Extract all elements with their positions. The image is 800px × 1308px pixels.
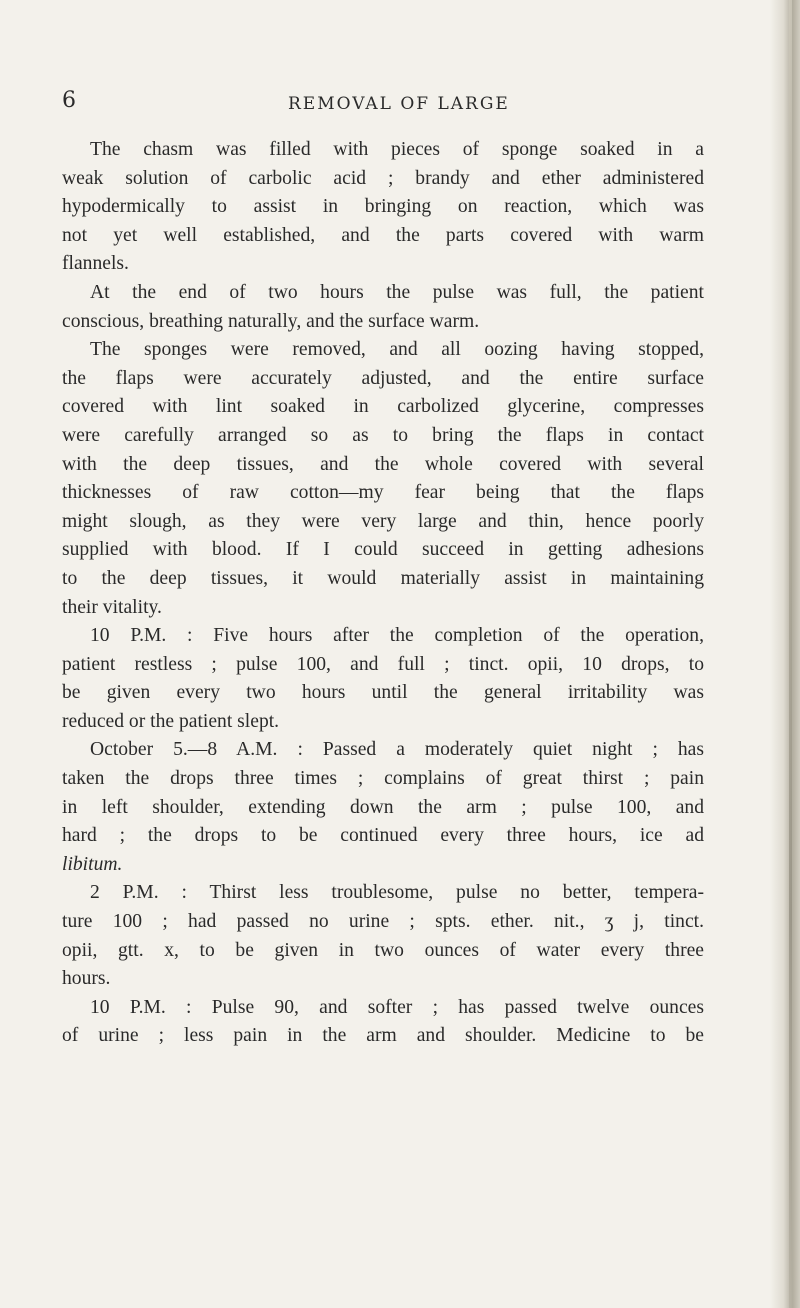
- text-line: hypodermically to assist in bringing on reaction, which was: [62, 196, 704, 218]
- text-line: 10 P.M. : Pulse 90, and softer ; has passed twelve ounces: [90, 996, 704, 1018]
- text-line: ture 100 ; had passed no urine ; spts. ether. nit., ʒ j, tinct.: [62, 911, 704, 933]
- text-line: were carefully arranged so as to bring the flaps in contact: [62, 424, 704, 446]
- text-line: might slough, as they were very large and thin, hence poorly: [62, 510, 704, 532]
- text-line: reduced or the patient slept.: [62, 710, 280, 732]
- text-line: in left shoulder, extending down the arm ; pulse 100, and: [62, 796, 704, 818]
- text-line: 10 P.M. : Five hours after the completion of the operation,: [90, 625, 704, 647]
- text-line: flannels.: [62, 253, 129, 275]
- text-line: opii, gtt. x, to be given in two ounces of water every three: [62, 939, 704, 961]
- text-line: At the end of two hours the pulse was full, the patient: [90, 281, 704, 303]
- text-line: not yet well established, and the parts covered with warm: [62, 224, 704, 246]
- body-text: [62, 136, 704, 1051]
- page-number: 6: [62, 88, 76, 113]
- page-edge-line: [789, 0, 792, 1308]
- text-line: weak solution of carbolic acid ; brandy and ether administered: [62, 167, 704, 189]
- text-line: hard ; the drops to be continued every three hours, ice ad: [62, 825, 704, 847]
- text-line: of urine ; less pain in the arm and shoulder. Medicine to be: [62, 1025, 704, 1047]
- text-line: 2 P.M. : Thirst less troublesome, pulse no better, tempera-: [90, 882, 704, 904]
- text-line: be given every two hours until the general irritability was: [62, 682, 704, 704]
- paragraph-1: [62, 136, 704, 279]
- text-line: patient restless ; pulse 100, and full ; tinct. opii, 10 drops, to: [62, 653, 704, 675]
- paragraph-3: [62, 336, 704, 622]
- paragraph-6: [62, 879, 704, 993]
- running-head: REMOVAL OF LARGE: [288, 94, 510, 114]
- text-line: hours.: [62, 968, 111, 990]
- text-line: supplied with blood. If I could succeed in getting adhesions: [62, 539, 704, 561]
- text-line: the flaps were accurately adjusted, and the entire surface: [62, 367, 704, 389]
- page-header: [62, 88, 702, 118]
- text-line: with the deep tissues, and the whole covered with several: [62, 453, 704, 475]
- text-line: October 5.—8 A.M. : Passed a moderately quiet night ; has: [90, 739, 704, 761]
- text-line: their vitality.: [62, 596, 162, 618]
- paragraph-5: [62, 736, 704, 879]
- paragraph-2: [62, 279, 704, 336]
- text-line: covered with lint soaked in carbolized glycerine, compresses: [62, 396, 704, 418]
- text-line: libitum.: [62, 853, 123, 875]
- text-line: to the deep tissues, it would materially assist in maintaining: [62, 567, 704, 589]
- text-line: The sponges were removed, and all oozing having stopped,: [90, 339, 704, 361]
- page-edge-shadow: [770, 0, 800, 1308]
- text-line: taken the drops three times ; complains of great thirst ; pain: [62, 768, 704, 790]
- paragraph-7: [62, 994, 704, 1051]
- text-line: The chasm was filled with pieces of sponge soaked in a: [90, 139, 704, 160]
- paragraph-4: [62, 622, 704, 736]
- text-line: thicknesses of raw cotton—my fear being that the flaps: [62, 482, 704, 504]
- text-line: conscious, breathing naturally, and the surface warm.: [62, 310, 480, 332]
